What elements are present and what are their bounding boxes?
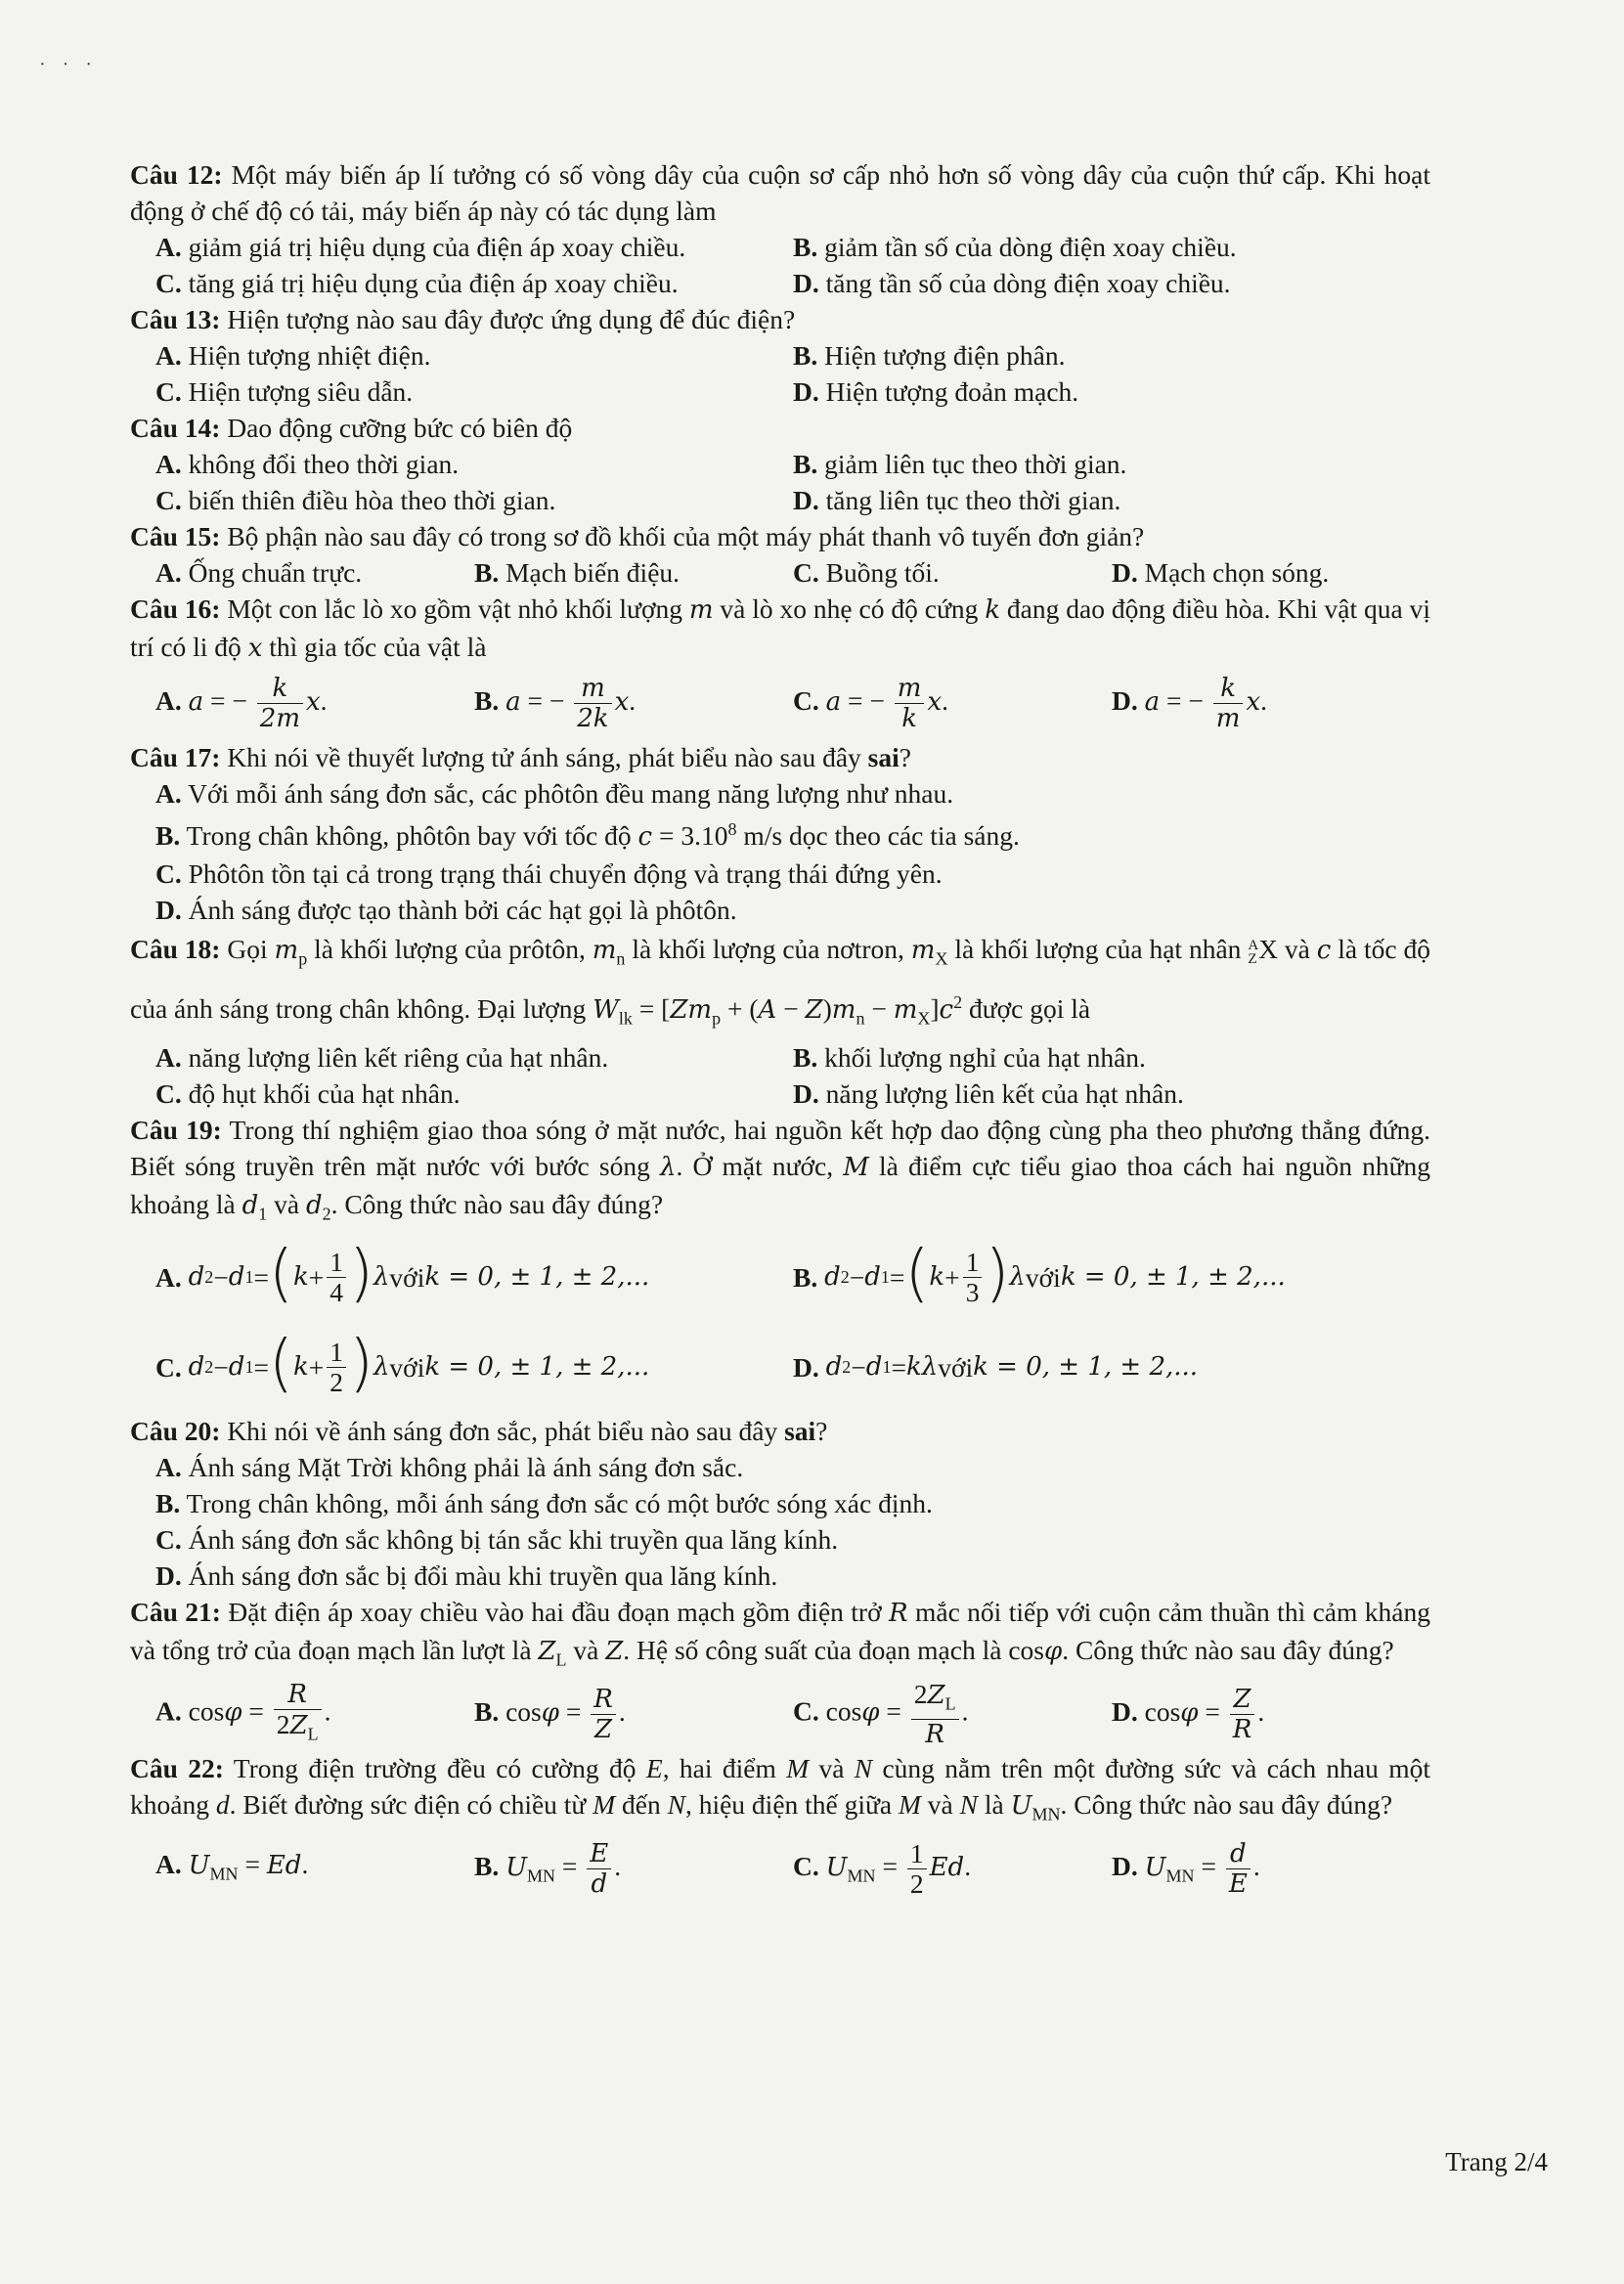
option-b: B. giảm liên tục theo thời gian. [793, 449, 1127, 479]
option-b: B. Mạch biến điệu. [474, 557, 680, 588]
question-stem: Bộ phận nào sau đây có trong sơ đồ khối của một máy phát thanh vô tuyến đơn giản? [227, 521, 1145, 551]
question-12 [130, 156, 1430, 301]
options [130, 1678, 1430, 1750]
question-list [130, 156, 1430, 1906]
question-number: Câu 17: [130, 742, 221, 772]
option-d: D. Ánh sáng đơn sắc bị đổi màu khi truyền qua lăng kính. [155, 1559, 778, 1591]
question-stem: Một máy biến áp lí tưởng có số vòng dây của cuộn sơ cấp nhỏ hơn số vòng dây của cuộn thứ cấp. Khi hoạt động ở chế độ có tải, máy biến áp này có tác dụng làm [130, 159, 1430, 226]
option-d: D. cosφ = $\frac{Z}{R}$ . [1112, 1684, 1265, 1744]
option-b: B. d 2 − d 1 = ( k + $\frac{1}{3}$ ) λ với k = 0, ± 1, ± 2,... [793, 1237, 1286, 1310]
question-number: Câu 13: [130, 304, 221, 334]
option-a: A. năng lượng liên kết riêng của hạt nhân. [155, 1042, 609, 1074]
option-d: D. tăng liên tục theo thời gian. [793, 485, 1121, 515]
option-c: C. a = − $\frac{m}{k}$ x. [793, 673, 948, 733]
question-20: Câu 20: Khi nói về ánh sáng đơn sắc, phát biểu nào sau đây sai? A. Ánh sáng Mặt Trời không phải là ánh sáng đơn sắc. B. Trong chân không, mỗi ánh sáng đơn sắc có một bước sóng xác định. C. Ánh sáng đơn sắc không bị tán sắc khi truyền qua lăng kính. D. Ánh sáng đơn sắc bị đổi màu khi truyền qua lăng kính. [130, 1413, 1430, 1594]
option-d: D. $U_{MN}$ = $\frac{d}{E}$ . [1112, 1839, 1260, 1900]
question-stem: Dao động cưỡng bức có biên độ [227, 413, 573, 443]
option-c: C. Ánh sáng đơn sắc không bị tán sắc khi truyền qua lăng kính. [155, 1523, 839, 1555]
option-d: D. a = − $\frac{k}{m}$ x. [1112, 673, 1267, 733]
option-b: B. khối lượng nghỉ của hạt nhân. [793, 1042, 1146, 1074]
question-17: Câu 17: Khi nói về thuyết lượng tử ánh sáng, phát biểu nào sau đây sai? A. Với mỗi ánh sáng đơn sắc, các phôtôn đều mang năng lượng như nhau. B. Trong chân không, phôtôn bay với tốc độ $c = 3.10^8$ m/s dọc theo các tia sáng. C. Phôtôn tồn tại cả trong trạng thái chuyển động và trạng thái đứng yên. D. Ánh sáng được tạo thành bởi các hạt gọi là phôtôn. [130, 739, 1430, 928]
option-d: D. tăng tần số của dòng điện xoay chiều. [793, 268, 1231, 298]
option-b: B. Trong chân không, mỗi ánh sáng đơn sắc có một bước sóng xác định. [155, 1487, 933, 1518]
option-b: B. $U_{MN}$ = $\frac{E}{d}$ . [474, 1839, 622, 1900]
option-a: A. Ống chuẩn trực. [155, 557, 363, 588]
option-a: A. giảm giá trị hiệu dụng của điện áp xoay chiều. [155, 232, 686, 262]
question-stem: Hiện tượng nào sau đây được ứng dụng để đúc điện? [227, 304, 796, 334]
question-number: Câu 12: [130, 159, 223, 190]
page-number: Trang 2/4 [1445, 2147, 1548, 2176]
option-b: B. a = − $\frac{m}{2k}$ x. [474, 673, 636, 733]
options [130, 1449, 1430, 1594]
option-c: C. Buồng tối. [793, 557, 940, 588]
option-d: D. d 2 − d 1 = kλ với k = 0, ± 1, ± 2,... [793, 1352, 1199, 1384]
option-a: A. cosφ = $\frac{R}{2Z_L}$ . [155, 1680, 331, 1744]
options [130, 337, 1430, 410]
question-21: Câu 21: Đặt điện áp xoay chiều vào hai đầu đoạn mạch gồm điện trở R mắc nối tiếp với cuộn cảm thuần thì cảm kháng và tổng trở của đoạn mạch lần lượt là $Z_L$ và Z. Hệ số công suất của đoạn mạch là cosφ. Công thức nào sau đây đúng? A. cosφ = $\frac{R}{2Z_L}$ . B. cosφ = $\frac{R}{Z}$ . C. cosφ = $\frac{2Z_L}{R}$ . D. cosφ = $\frac{Z}{R}$ . [130, 1596, 1430, 1749]
option-b: B. cosφ = $\frac{R}{Z}$ . [474, 1684, 626, 1744]
question-18: Câu 18: Gọi $m_p$ là khối lượng của prôtôn, $m_n$ là khối lượng của nơtron, $m_X$ là khối lượng của hạt nhân A Z X và c là tốc độ của ánh sáng trong chân không. Đại lượng $W_{lk} = [Zm_p + (A - Z)m_n - m_X]c^2$ được gọi là A. năng lượng liên kết riêng của hạt nhân. B. khối lượng nghỉ của hạt nhân. C. độ hụt khối của hạt nhân. D. năng lượng liên kết của hạt nhân. [130, 928, 1430, 1112]
option-a: A. Ánh sáng Mặt Trời không phải là ánh sáng đơn sắc. [155, 1451, 744, 1482]
question-14 [130, 410, 1430, 518]
option-b: B. Trong chân không, phôtôn bay với tốc độ $c = 3.10^8$ m/s dọc theo các tia sáng. [155, 819, 1020, 853]
question-number: Câu 19: [130, 1115, 222, 1146]
option-a: A. Hiện tượng nhiệt điện. [155, 340, 431, 371]
options [130, 229, 1430, 301]
option-a: A. không đổi theo thời gian. [155, 449, 460, 479]
question-22: Câu 22: Trong điện trường đều có cường độ E, hai điểm M và N cùng nằm trên một đường sức và cách nhau một khoảng d. Biết đường sức điện có chiều từ M đến N, hiệu điện thế giữa M và N là $U_{MN}$. Công thức nào sau đây đúng? A. $U_{MN} = Ed$. B. $U_{MN}$ = $\frac{E}{d}$ . C. $U_{MN}$ = $\frac{1}{2}$ Ed. D. $U_{MN}$ = $\frac{d}{E}$ . [130, 1750, 1430, 1906]
question-19: Câu 19: Trong thí nghiệm giao thoa sóng ở mặt nước, hai nguồn kết hợp dao động cùng pha theo phương thẳng đứng. Biết sóng truyền trên mặt nước với bước sóng λ. Ở mặt nước, M là điểm cực tiểu giao thoa cách hai nguồn những khoảng là $d_1$ và $d_2$. Công thức nào sau đây đúng? A. d 2 − d 1 = ( k + $\frac{1}{4}$ ) λ với k = 0, ± 1, ± 2,... B. d 2 − d 1 = ( k + $\frac{1}{3}$ ) λ với k = 0, ± 1, ± 2,... C. d 2 − d 1 = ( k + $\frac{1}{2}$ ) λ với k = 0, ± 1, ± 2,... D. d 2 − d 1 = kλ với k = 0, ± 1, ± 2,... [130, 1112, 1430, 1413]
question-number: Câu 14: [130, 413, 221, 443]
option-c: C. biến thiên điều hòa theo thời gian. [155, 485, 556, 515]
options [130, 667, 1430, 739]
question-15 [130, 518, 1430, 591]
option-c: C. độ hụt khối của hạt nhân. [155, 1078, 461, 1110]
option-d: D. Mạch chọn sóng. [1112, 557, 1330, 588]
option-d: D. năng lượng liên kết của hạt nhân. [793, 1078, 1184, 1110]
option-c: C. Phôtôn tồn tại cả trong trạng thái chuyển động và trạng thái đứng yên. [155, 858, 943, 890]
option-a: A. d 2 − d 1 = ( k + $\frac{1}{4}$ ) λ với k = 0, ± 1, ± 2,... [155, 1237, 650, 1310]
options [130, 554, 1430, 591]
option-c: C. Hiện tượng siêu dẫn. [155, 376, 414, 407]
option-b: B. Hiện tượng điện phân. [793, 340, 1066, 371]
option-a: A. a = − $\frac{k}{2m}$ x. [155, 673, 328, 733]
option-b: B. giảm tần số của dòng điện xoay chiều. [793, 232, 1237, 262]
options [130, 446, 1430, 518]
question-number: Câu 21: [130, 1596, 221, 1627]
option-a: A. $U_{MN} = Ed$. [155, 1849, 309, 1884]
question-number: Câu 15: [130, 521, 221, 551]
scan-specks: · · · [39, 54, 98, 75]
options [130, 1833, 1430, 1906]
option-d: D. Ánh sáng được tạo thành bởi các hạt gọi là phôtôn. [155, 895, 737, 926]
option-c: C. cosφ = $\frac{2Z_L}{R}$ . [793, 1679, 969, 1749]
option-a: A. Với mỗi ánh sáng đơn sắc, các phôtôn đều mang năng lượng như nhau. [155, 778, 954, 809]
option-d: D. Hiện tượng đoản mạch. [793, 376, 1079, 407]
question-number: Câu 20: [130, 1415, 221, 1446]
options [130, 775, 1430, 928]
question-13 [130, 301, 1430, 410]
question-number: Câu 18: [130, 934, 221, 965]
option-c: C. $U_{MN}$ = $\frac{1}{2}$ Ed. [793, 1838, 972, 1900]
option-c: C. tăng giá trị hiệu dụng của điện áp xoay chiều. [155, 268, 679, 298]
question-number: Câu 22: [130, 1753, 224, 1784]
question-16: Câu 16: Một con lắc lò xo gồm vật nhỏ khối lượng m và lò xo nhẹ có độ cứng k đang dao động điều hòa. Khi vật qua vị trí có li độ x thì gia tốc của vật là A. a = − $\frac{k}{2m}$ x. B. a = − $\frac{m}{2k}$ x. C. a = − $\frac{m}{k}$ x. D. a = − $\frac{k}{m}$ x. [130, 591, 1430, 739]
option-c: C. d 2 − d 1 = ( k + $\frac{1}{2}$ ) λ với k = 0, ± 1, ± 2,... [155, 1327, 650, 1400]
options [130, 1233, 1430, 1413]
question-number: Câu 16: [130, 593, 221, 624]
options [130, 1039, 1430, 1112]
